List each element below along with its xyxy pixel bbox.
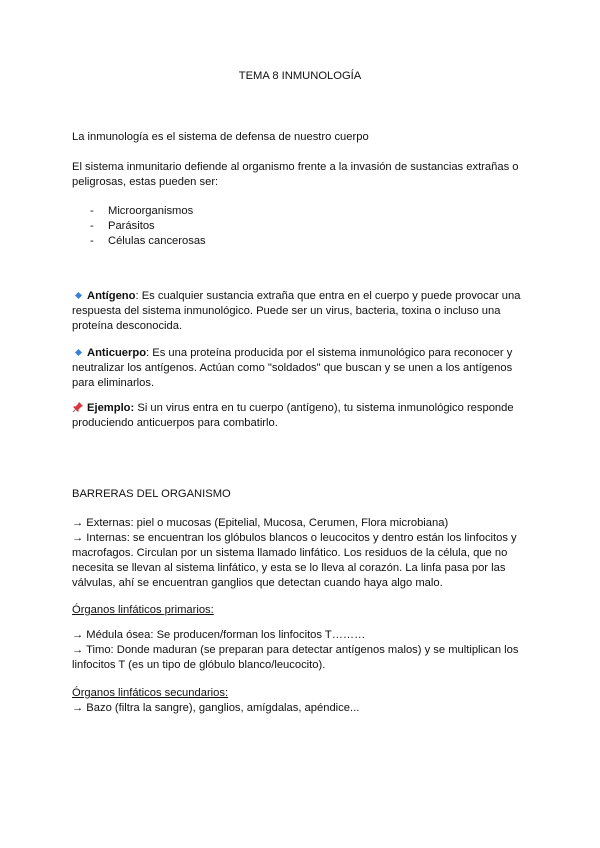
substances-list <box>72 204 532 249</box>
paragraph-immune-system: El sistema inmunitario defiende al organismo frente a la invasión de sustancias extrañas o peligrosas, estas pueden ser: <box>72 161 519 188</box>
list-item: - Células cancerosas <box>90 235 206 247</box>
anticuerpo-text: : Es una proteína producida por el sistema inmunológico para reconocer y neutralizar los antígenos. Actúan como "soldados" que buscan y se unen a los antígenos para eliminarlos. <box>72 347 513 389</box>
document-title: TEMA 8 INMUNOLOGÍA <box>238 70 362 82</box>
blue-diamond-icon <box>75 292 82 299</box>
timo-text: → Timo: Donde maduran (se preparan para detectar antígenos malos) y se multiplican los linfocitos T (es un tipo de glóbulo blanco/leucocito). <box>72 644 519 671</box>
term-anticuerpo: Anticuerpo <box>87 347 147 359</box>
externas-text: → Externas: piel o mucosas (Epitelial, Mucosa, Cerumen, Flora microbiana) <box>72 517 449 529</box>
blue-diamond-icon <box>75 349 82 356</box>
list-item: - Parásitos <box>90 220 155 232</box>
heading-primarios: Órganos linfáticos primarios: <box>72 604 214 616</box>
ejemplo-text: Si un virus entra en tu cuerpo (antígeno), tu sistema inmunológico responde produciendo anticuerpos para combatirlo. <box>72 402 514 429</box>
heading-secundarios: Órganos linfáticos secundarios: <box>72 687 229 699</box>
term-ejemplo: Ejemplo: <box>87 402 135 414</box>
definition-antigeno <box>72 289 532 334</box>
antigeno-text: : Es cualquier sustancia extraña que entra en el cuerpo y puede provocar una respuesta del sistema inmunológico. Puede ser un virus, bacteria, toxina o incluso una proteína desconocida. <box>72 290 521 332</box>
primarios-block <box>72 628 532 673</box>
term-antigeno: Antígeno <box>87 290 136 302</box>
medula-text: → Médula ósea: Se producen/forman los linfocitos T……… <box>72 629 366 641</box>
internas-text: → Internas: se encuentran los glóbulos blancos o leucocitos y dentro están los linfocitos y macrofagos. Circulan por un sistema llamado linfático. Los residuos de la célula, que no necesita se llevan al sistema linfático, y esta se lo lleva al corazón. La linfa pasa por las válvulas, ahí se encuentran ganglios que detectan cuando haya algo malo. <box>72 532 517 589</box>
pushpin-icon <box>72 401 84 413</box>
bazo-text: → Bazo (filtra la sangre), ganglios, amígdalas, apéndice... <box>72 702 360 714</box>
list-item: - Microorganismos <box>90 205 194 217</box>
definition-anticuerpo <box>72 346 532 391</box>
section-heading-barreras: BARRERAS DEL ORGANISMO <box>72 488 231 500</box>
example-block <box>72 401 532 431</box>
intro-text: La inmunología es el sistema de defensa de nuestro cuerpo <box>72 131 369 143</box>
barreras-block <box>72 516 532 591</box>
